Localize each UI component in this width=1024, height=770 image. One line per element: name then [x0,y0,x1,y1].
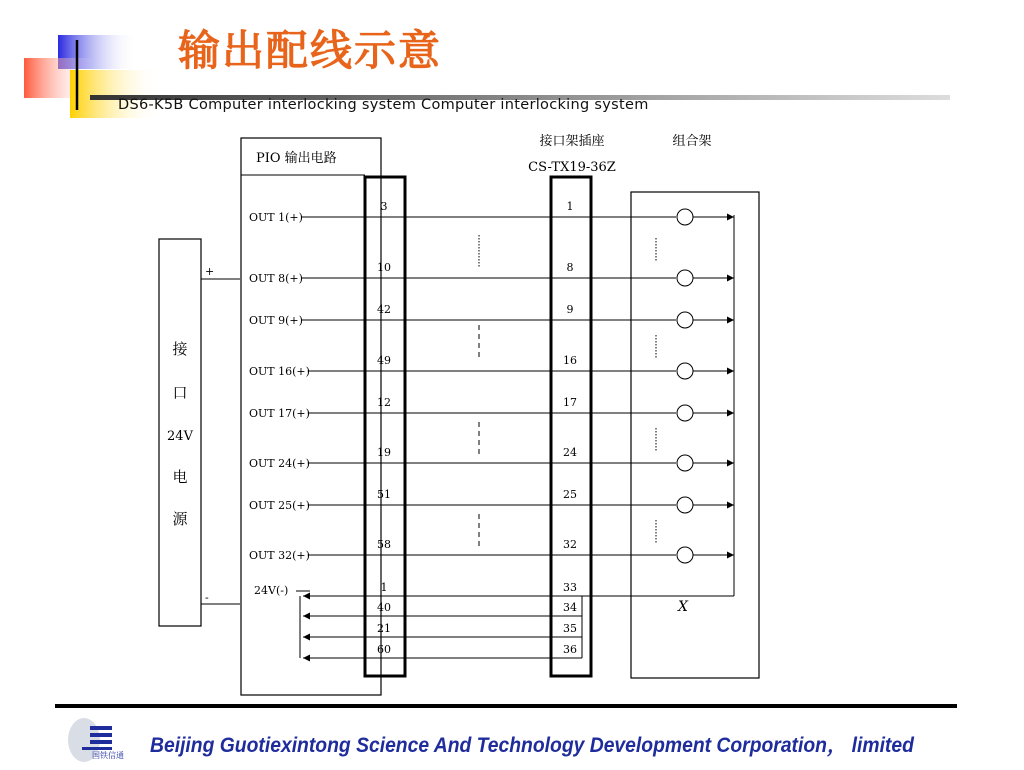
power-char-3: 电 [172,468,188,486]
page-title: 输出配线示意 [178,26,443,75]
output-label: OUT 16(+) [249,365,310,378]
minus-sign: - [205,591,209,604]
relay-coil [677,497,693,513]
x-mark: X [678,599,688,615]
socket-pin: 32 [563,538,577,551]
output-label: OUT 17(+) [249,407,310,420]
footer-logo [62,712,142,766]
relay-coil [677,270,693,286]
return-socket-pin: 36 [563,643,577,656]
output-label: OUT 9(+) [249,314,303,327]
output-label: OUT 1(+) [249,211,303,224]
return-socket-pin: 34 [563,601,577,614]
pio-pin: 3 [380,200,388,213]
return-pio-pin: 40 [377,601,391,614]
relay-coil [677,405,693,421]
plus-sign: + [205,265,215,278]
output-label: OUT 32(+) [249,549,310,562]
relay-coil [677,209,693,225]
relay-coil [677,363,693,379]
output-label: OUT 8(+) [249,272,303,285]
footer-logo-text: 国铁信通 [92,751,124,760]
page-subtitle: DS6-K5B Computer interlocking system Computer interlocking system [118,97,649,113]
pio-pin: 19 [377,446,391,459]
return-pio-pin: 21 [377,622,391,635]
pio-pin: 42 [377,303,391,316]
footer-company: Beijing Guotiexintong Science And Technology Development Corporation， limited [150,734,914,757]
pio-pin: 51 [377,488,391,501]
socket-pin: 8 [566,261,574,274]
relay-coil [677,547,693,563]
socket-model: CS-TX19-36Z [528,160,616,175]
return-pio-pin: 60 [377,643,391,656]
pio-pin: 12 [377,396,391,409]
socket-pin: 16 [563,354,577,367]
footer-rule [55,704,957,708]
rack-box [631,192,759,678]
pio-pin: 10 [377,261,391,274]
socket-pin: 25 [563,488,577,501]
power-char-4: 源 [172,510,188,528]
rack-label: 组合架 [672,134,712,149]
output-label: OUT 25(+) [249,499,310,512]
power-char-0: 接 [172,340,188,358]
socket-pin: 17 [563,396,577,409]
socket-pin: 1 [566,200,574,213]
return-label: 24V(-) [254,584,289,597]
socket-label: 接口架插座 [539,134,605,149]
pio-pin: 58 [377,538,391,551]
return-socket-pin: 35 [563,622,577,635]
power-char-1: 口 [172,384,188,402]
power-char-2: 24V [167,429,193,444]
relay-coil [677,312,693,328]
relay-coil [677,455,693,471]
pio-pin: 49 [377,354,391,367]
return-pio-pin: 1 [380,581,388,594]
return-socket-pin: 33 [563,581,577,594]
socket-pin: 9 [566,303,574,316]
pio-label: PIO 输出电路 [256,151,337,166]
socket-pin: 24 [563,446,577,459]
output-label: OUT 24(+) [249,457,310,470]
